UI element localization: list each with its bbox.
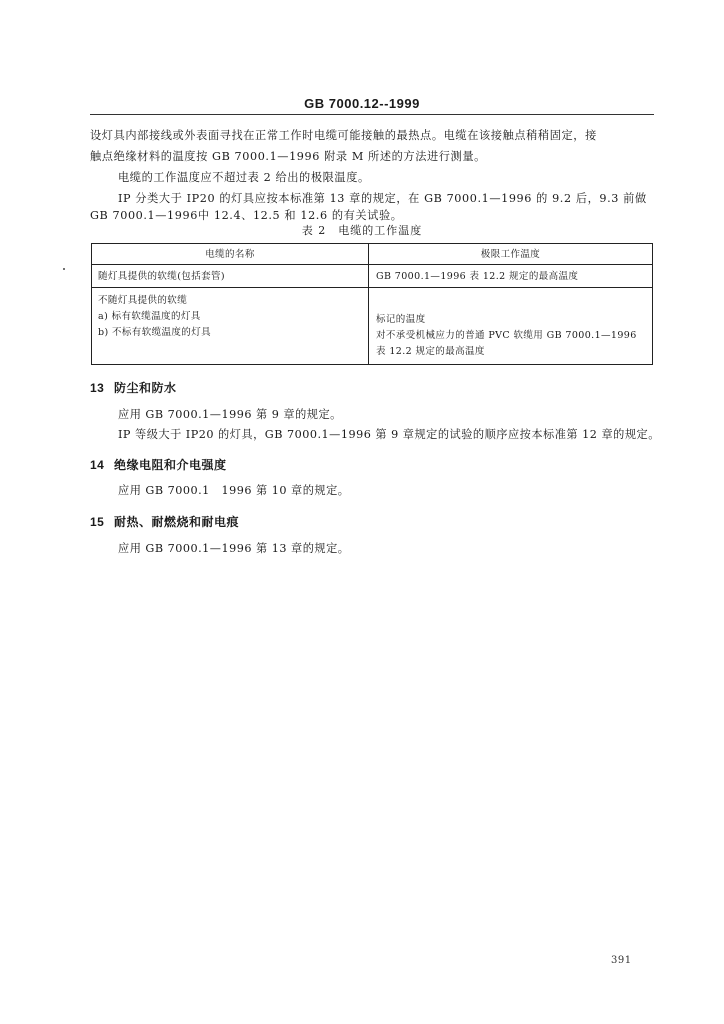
table-row-divider [92, 287, 652, 288]
table-row-1-temperature: GB 7000.1—1996 表 12.2 规定的最高温度 [376, 271, 579, 282]
margin-mark [63, 268, 65, 270]
table-row-1-name: 随灯具提供的软缆(包括套管) [98, 271, 226, 282]
table-row-2-temperature-line-3: 表 12.2 规定的最高温度 [376, 346, 485, 357]
intro-paragraph-line-3: 电缆的工作温度应不超过表 2 给出的极限温度。 [118, 171, 370, 184]
section-13-line-2: IP 等级大于 IP20 的灯具，GB 7000.1—1996 第 9 章规定的试验的顺序应按本标准第 12 章的规定。 [118, 428, 660, 441]
section-13-heading [90, 379, 177, 396]
section-14-heading [90, 456, 227, 473]
section-15-title: 耐热、耐燃烧和耐电痕 [114, 515, 240, 529]
section-15-heading [90, 513, 239, 530]
intro-paragraph-line-4: IP 分类大于 IP20 的灯具应按本标准第 13 章的规定，在 GB 7000.1—1996 的 9.2 后，9.3 前做 [118, 192, 647, 205]
table-column-divider [368, 244, 369, 364]
section-15-number: 15 [90, 515, 105, 529]
section-14-title: 绝缘电阻和介电强度 [114, 458, 227, 472]
section-14-line-1: 应用 GB 7000.1 1996 第 10 章的规定。 [118, 484, 350, 497]
cable-temperature-table [91, 243, 653, 365]
intro-paragraph-line-1: 设灯具内部接线或外表面寻找在正常工作时电缆可能接触的最热点。电缆在该接触点稍稍固定，接 [90, 129, 597, 142]
section-15-line-1: 应用 GB 7000.1—1996 第 13 章的规定。 [118, 542, 350, 555]
table-title: 表 2 电缆的工作温度 [301, 224, 423, 237]
section-13-title: 防尘和防水 [114, 381, 177, 395]
table-row-2-temperature-line-1: 标记的温度 [376, 314, 426, 325]
table-header-limit-temperature: 极限工作温度 [480, 249, 541, 260]
table-header-cable-name: 电缆的名称 [205, 249, 255, 260]
table-row-2-name-line-3: b) 不标有软缆温度的灯具 [98, 327, 212, 338]
section-13-number: 13 [90, 381, 105, 395]
intro-paragraph-line-2: 触点绝缘材料的温度按 GB 7000.1—1996 附录 M 所述的方法进行测量。 [90, 150, 486, 163]
page-header: GB 7000.12--1999 [304, 96, 420, 111]
table-header-divider [92, 264, 652, 265]
table-row-2-name-line-1: 不随灯具提供的软缆 [98, 295, 188, 306]
section-14-number: 14 [90, 458, 105, 472]
page-number: 391 [611, 955, 632, 966]
intro-paragraph-line-5: GB 7000.1—1996中 12.4、12.5 和 12.6 的有关试验。 [90, 209, 403, 222]
section-13-line-1: 应用 GB 7000.1—1996 第 9 章的规定。 [118, 408, 342, 421]
table-row-2-name-line-2: a) 标有软缆温度的灯具 [98, 311, 201, 322]
header-rule [90, 114, 654, 115]
table-row-2-temperature-line-2: 对不承受机械应力的普通 PVC 软缆用 GB 7000.1—1996 [376, 330, 637, 341]
